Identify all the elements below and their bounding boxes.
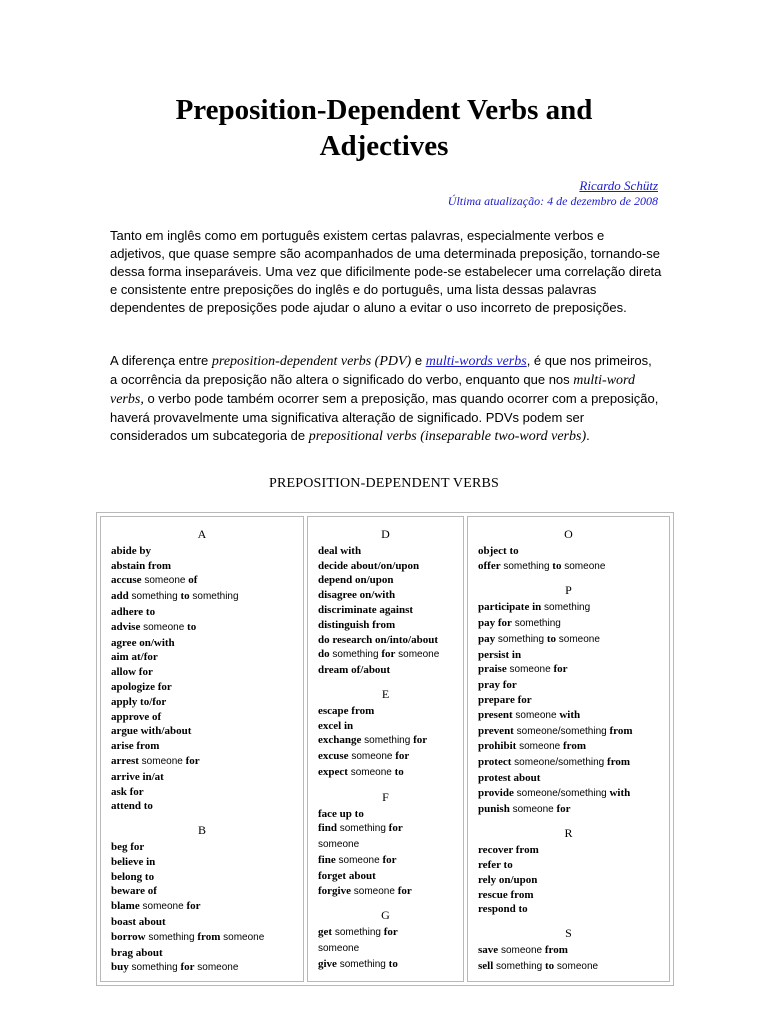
letter-section <box>478 583 669 817</box>
p2-text-a: A diferença entre <box>110 353 212 368</box>
verb-text: face up to <box>318 807 364 820</box>
verb-text: buy <box>111 961 129 974</box>
verb-text: beware of <box>111 885 157 898</box>
object-text: something <box>336 823 389 835</box>
verb-entry <box>478 739 669 755</box>
verb-entry <box>478 678 669 693</box>
object-text: someone/something <box>511 757 608 769</box>
verb-column-3 <box>467 516 670 982</box>
object-text: someone <box>509 803 557 815</box>
verb-text: respond to <box>478 903 528 916</box>
object-text: someone/something <box>513 787 610 799</box>
verb-entry <box>318 633 463 648</box>
verb-text: believe in <box>111 855 156 868</box>
verb-entry <box>478 943 669 959</box>
verb-entry <box>111 573 303 589</box>
verb-entry <box>111 870 303 885</box>
verb-text: from <box>609 724 633 737</box>
verb-column-2 <box>307 516 464 982</box>
p2-term-pdv: preposition-dependent verbs (PDV) <box>211 354 412 369</box>
object-text: someone <box>498 944 545 956</box>
verb-text: pay for <box>478 616 512 629</box>
verb-text: disagree on/with <box>318 589 396 602</box>
p2-term-prepositional: prepositional verbs (inseparable two-word verbs) <box>308 429 587 444</box>
verb-entry <box>478 888 669 903</box>
letter-section <box>318 687 463 781</box>
object-text: someone <box>561 560 606 572</box>
verb-entry <box>318 733 463 749</box>
verb-entry <box>111 946 303 961</box>
verb-text: borrow <box>111 930 146 943</box>
verb-text: for <box>556 802 571 815</box>
verb-entry <box>111 739 303 754</box>
verb-text: rely on/upon <box>478 873 538 886</box>
multi-word-verbs-link[interactable]: multi-words verbs <box>425 354 527 369</box>
verb-text: arise from <box>111 740 160 753</box>
verb-entry <box>111 710 303 725</box>
verb-entry <box>111 855 303 870</box>
verb-entry <box>111 544 303 559</box>
verb-text: get <box>318 926 333 939</box>
verb-text: boast about <box>111 915 166 928</box>
verb-entry <box>478 693 669 708</box>
verb-entry <box>111 665 303 680</box>
verb-text: apply to/for <box>111 695 167 708</box>
verb-text: present <box>478 708 513 721</box>
verb-entry <box>478 616 669 632</box>
verb-entry <box>318 884 463 900</box>
verb-text: abstain from <box>111 559 171 572</box>
verb-text: prohibit <box>478 740 517 753</box>
verb-text: agree on/with <box>111 636 175 649</box>
verb-entry <box>478 724 669 740</box>
verb-text: beg for <box>111 840 145 853</box>
verb-entry <box>318 719 463 734</box>
verb-entry <box>478 662 669 678</box>
verb-entry <box>318 749 463 765</box>
object-text: something <box>332 927 384 939</box>
author-link[interactable]: Ricardo Schütz <box>579 178 658 193</box>
object-text: someone/something <box>513 725 610 737</box>
object-text: something <box>329 649 382 661</box>
verb-text: add <box>111 590 129 603</box>
p2-text-c: e <box>411 353 426 368</box>
verb-entry <box>318 573 463 588</box>
verb-text: with <box>609 786 631 799</box>
object-text: something <box>511 617 561 629</box>
verb-entry <box>111 724 303 739</box>
verb-text: to <box>388 957 398 970</box>
object-text: something <box>128 962 181 974</box>
byline <box>448 178 658 209</box>
verb-entry <box>318 559 463 574</box>
verb-entry <box>318 603 463 618</box>
object-text: someone <box>347 766 395 778</box>
verb-text: forget about <box>318 869 376 882</box>
verb-text: pay <box>478 632 496 645</box>
verb-entry <box>111 636 303 651</box>
verb-text: accuse <box>111 574 142 587</box>
verb-text: argue with/about <box>111 725 192 738</box>
verb-entry <box>111 695 303 710</box>
p2-term-multi-word: multi-word verbs, <box>110 373 635 407</box>
verb-text: give <box>318 957 337 970</box>
object-text: someone <box>395 649 440 661</box>
verb-entry <box>111 680 303 695</box>
verb-text: from <box>563 740 587 753</box>
object-text: something <box>541 602 591 614</box>
verb-entry <box>111 960 303 976</box>
verb-text: rescue from <box>478 888 534 901</box>
object-text: someone <box>140 621 188 633</box>
letter-section <box>318 527 463 678</box>
verb-text: forgive <box>318 884 351 897</box>
verb-text: persist in <box>478 648 522 661</box>
verb-text: expect <box>318 765 348 778</box>
verb-text: approve of <box>111 710 162 723</box>
verb-entry <box>111 770 303 785</box>
verb-entry <box>111 754 303 770</box>
verbs-section-title: PREPOSITION-DEPENDENT VERBS <box>268 476 500 491</box>
verb-entry <box>318 588 463 603</box>
intro-paragraph-1: Tanto em inglês como em português existem certas palavras, especialmente verbos e adjetivos, que quase sempre são acompanhados de uma determinada preposição, tornando-se dessa forma inseparáveis. Uma vez que dificilmente pode-se estabelecer uma correlação direta e consistente entre preposições do inglês e do português, uma lista dessas palavras dependentes de preposições pode ajudar o aluno a evitar o uso incorreto de preposições. <box>110 228 662 315</box>
verb-text: depend on/upon <box>318 574 394 587</box>
verb-entry <box>478 843 669 858</box>
letter-section <box>478 527 669 574</box>
object-text: someone <box>516 741 564 753</box>
verb-text: deal with <box>318 544 362 557</box>
verb-text: for <box>553 663 568 676</box>
verb-text: refer to <box>478 858 513 871</box>
object-text: someone <box>556 633 600 645</box>
verb-entry <box>478 959 669 975</box>
object-text: someone <box>554 960 599 972</box>
object-text: something <box>336 958 389 970</box>
verb-entry <box>478 902 669 917</box>
verb-text: to <box>394 765 404 778</box>
page-title: Preposition-Dependent Verbs and Adjectives <box>175 94 593 162</box>
object-text: someone <box>318 942 360 954</box>
verb-text: do research on/into/about <box>318 633 438 646</box>
letter-section <box>318 908 463 972</box>
verb-text: to <box>552 559 562 572</box>
verb-entry <box>318 925 463 941</box>
verb-entry <box>478 544 669 559</box>
verb-entry <box>318 765 463 781</box>
verb-text: for <box>382 853 397 866</box>
verb-text: for <box>383 926 398 939</box>
verb-entry <box>318 663 463 678</box>
verb-entry <box>111 899 303 915</box>
verb-entry <box>318 941 463 957</box>
verb-entry <box>478 600 669 616</box>
letter-heading: E <box>381 686 390 701</box>
letter-heading: S <box>565 926 572 941</box>
verb-text: to <box>546 632 556 645</box>
verb-text: participate in <box>478 601 542 614</box>
verb-text: aim at/for <box>111 651 158 664</box>
verb-text: for <box>185 754 200 767</box>
verb-entry <box>478 802 669 818</box>
letter-heading: D <box>381 527 390 541</box>
verb-entry <box>111 650 303 665</box>
verb-text: for <box>180 961 195 974</box>
verb-text: for <box>413 734 428 747</box>
verb-text: belong to <box>111 870 155 883</box>
verb-text: to <box>187 620 197 633</box>
verb-text: recover from <box>478 844 539 857</box>
verb-entry <box>478 708 669 724</box>
verb-text: ask for <box>111 785 144 798</box>
verb-text: decide about/on/upon <box>318 559 420 572</box>
verb-text: discriminate against <box>318 603 414 616</box>
letter-heading: P <box>565 583 572 598</box>
verb-text: from <box>544 943 568 956</box>
verb-entry <box>478 873 669 888</box>
verb-text: provide <box>478 786 514 799</box>
verb-text: excuse <box>318 750 349 763</box>
verb-text: arrive in/at <box>111 770 164 783</box>
verb-entry <box>111 840 303 855</box>
verb-entry <box>318 869 463 884</box>
verb-text: for <box>388 822 403 835</box>
verb-entry <box>318 807 463 822</box>
verb-entry <box>478 755 669 771</box>
verb-text: apologize for <box>111 680 172 693</box>
verb-text: attend to <box>111 800 153 813</box>
verb-text: distinguish from <box>318 618 396 631</box>
object-text: something <box>500 560 553 572</box>
object-text: someone <box>220 931 265 943</box>
last-updated: Última atualização: 4 de dezembro de 2008 <box>447 194 658 208</box>
letter-heading: B <box>197 823 206 838</box>
object-text: someone <box>512 709 560 721</box>
verb-entry <box>318 957 463 973</box>
verb-entry <box>111 915 303 930</box>
verb-entry <box>318 853 463 869</box>
verb-entry <box>478 771 669 786</box>
verb-text: blame <box>111 900 140 913</box>
object-text: something <box>189 591 239 603</box>
verb-text: sell <box>478 959 494 972</box>
verb-text: protect <box>478 756 512 769</box>
verb-text: do <box>318 648 330 661</box>
object-text: something <box>128 591 181 603</box>
verb-text: punish <box>478 802 510 815</box>
verb-entry <box>111 620 303 636</box>
verb-entry <box>318 647 463 663</box>
verb-text: to <box>180 590 190 603</box>
verb-text: for <box>395 750 410 763</box>
verb-text: fine <box>318 853 336 866</box>
verb-text: abide by <box>111 544 152 557</box>
letter-heading: G <box>381 908 390 923</box>
verb-text: save <box>478 943 499 956</box>
verb-text: with <box>559 708 581 721</box>
verb-table <box>96 512 674 986</box>
verb-entry <box>111 605 303 620</box>
letter-section <box>318 790 463 900</box>
verb-text: for <box>186 900 201 913</box>
object-text: someone <box>141 575 189 587</box>
object-text: something <box>361 735 414 747</box>
verb-entry <box>478 786 669 802</box>
letter-section <box>478 926 669 974</box>
verb-text: from <box>197 930 221 943</box>
verb-entry <box>478 648 669 663</box>
object-text: someone <box>348 751 396 763</box>
object-text: someone <box>138 755 186 767</box>
verb-text: object to <box>478 544 519 557</box>
verb-entry <box>111 559 303 574</box>
verb-text: brag about <box>111 946 163 959</box>
verb-entry <box>478 632 669 648</box>
verb-text: offer <box>478 559 501 572</box>
verb-text: of <box>188 574 198 587</box>
object-text: someone <box>335 854 383 866</box>
p2-text-d: , é que nos primeiros, a ocorrência da preposição não altera o significado do verbo, enquanto que nos <box>110 353 652 387</box>
verb-entry <box>111 884 303 899</box>
verb-text: advise <box>111 620 141 633</box>
object-text: someone <box>194 962 239 974</box>
verb-entry <box>318 704 463 719</box>
letter-section <box>478 826 669 917</box>
verb-entry <box>111 799 303 814</box>
verb-entry <box>318 837 463 853</box>
p2-text-f: o verbo pode também ocorrer sem a preposição, mas quando ocorrer com a preposição, haverá provavelmente uma significativa alteração de significado. PDVs podem ser considerados um subcategoria de <box>110 391 659 443</box>
object-text: something <box>495 633 547 645</box>
letter-section <box>111 527 303 814</box>
object-text: someone <box>350 885 398 897</box>
verb-text: adhere to <box>111 605 156 618</box>
verb-text: excel in <box>318 719 354 732</box>
intro-paragraph-2 <box>110 352 662 446</box>
verb-entry <box>111 785 303 800</box>
object-text: someone <box>318 839 360 851</box>
verb-text: arrest <box>111 754 139 767</box>
object-text: someone <box>139 901 187 913</box>
letter-heading: O <box>564 527 573 541</box>
verb-text: exchange <box>318 734 362 747</box>
verb-entry <box>111 930 303 946</box>
verb-text: allow for <box>111 666 153 679</box>
verb-text: for <box>381 648 396 661</box>
letter-heading: R <box>564 826 573 841</box>
verb-entry <box>478 559 669 575</box>
letter-heading: A <box>197 527 207 541</box>
verb-entry <box>318 618 463 633</box>
verb-text: pray for <box>478 679 517 692</box>
verb-text: prepare for <box>478 693 532 706</box>
letter-heading: F <box>382 789 389 804</box>
verb-text: prevent <box>478 724 514 737</box>
p2-text-h: . <box>586 428 590 443</box>
verb-text: find <box>318 822 337 835</box>
object-text: something <box>493 960 545 972</box>
verb-entry <box>111 589 303 605</box>
verb-entry <box>478 858 669 873</box>
verb-text: for <box>397 884 412 897</box>
verb-text: dream of/about <box>318 664 391 677</box>
verb-text: protest about <box>478 771 541 784</box>
letter-section <box>111 823 303 976</box>
verb-text: praise <box>478 663 507 676</box>
object-text: someone <box>506 664 554 676</box>
object-text: something <box>145 931 198 943</box>
verb-text: escape from <box>318 704 375 717</box>
verb-entry <box>318 821 463 837</box>
verb-text: to <box>544 959 555 972</box>
verb-entry <box>318 544 463 559</box>
verb-column-1 <box>100 516 304 982</box>
verb-text: from <box>607 756 631 769</box>
